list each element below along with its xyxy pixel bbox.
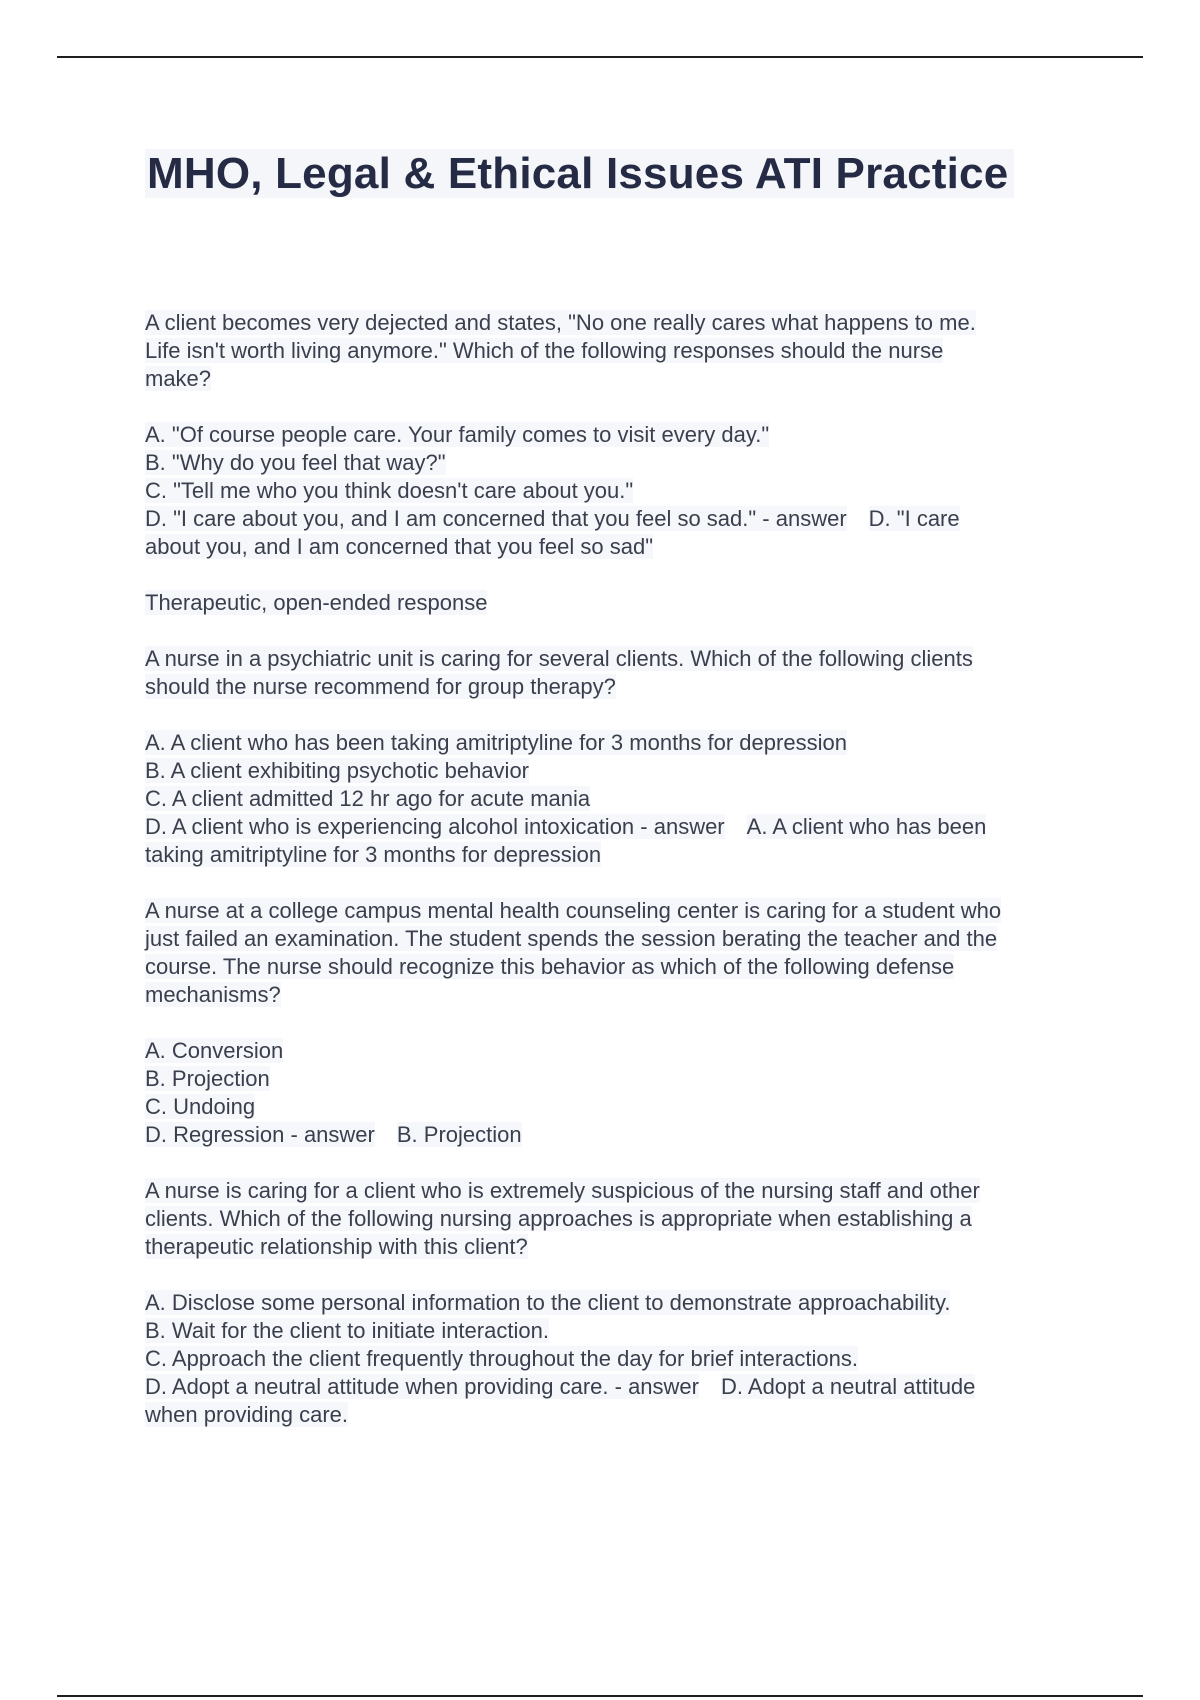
question-4-line-1: A nurse is caring for a client who is extremely suspicious of the nursing staff and other [145, 1178, 980, 1203]
question-3-option-b: B. Projection [145, 1066, 270, 1091]
question-2-option-b: B. A client exhibiting psychotic behavior [145, 758, 530, 783]
question-3-line-3: course. The nurse should recognize this behavior as which of the following defense [145, 954, 955, 979]
question-3-option-a: A. Conversion [145, 1038, 284, 1063]
question-4-text [145, 1177, 1095, 1261]
question-3-line-4: mechanisms? [145, 982, 281, 1007]
question-4-answer: D. Adopt a neutral attitude [721, 1374, 976, 1399]
document-title: MHO, Legal & Ethical Issues ATI Practice [145, 138, 1095, 210]
question-3-option-c: C. Undoing [145, 1094, 256, 1119]
question-4-option-c: C. Approach the client frequently throughout the day for brief interactions. [145, 1346, 858, 1371]
question-1-line-2: Life isn't worth living anymore." Which of the following responses should the nurse [145, 338, 944, 363]
question-2-answer-continued: taking amitriptyline for 3 months for depression [145, 842, 602, 867]
question-1-options [145, 421, 1095, 561]
question-1-option-b: B. "Why do you feel that way?" [145, 450, 446, 475]
document-content [145, 138, 1095, 1457]
question-1-answer: D. "I care [868, 506, 960, 531]
question-2-options [145, 729, 1095, 869]
question-2-option-a: A. A client who has been taking amitriptyline for 3 months for depression [145, 730, 847, 755]
question-2-option-d: D. A client who is experiencing alcohol intoxication - answer [145, 814, 725, 839]
bottom-rule [57, 1695, 1143, 1697]
top-rule [57, 56, 1143, 58]
question-2-line-1: A nurse in a psychiatric unit is caring for several clients. Which of the following clients [145, 646, 973, 671]
question-4-options [145, 1289, 1095, 1429]
question-1-line-3: make? [145, 366, 212, 391]
question-1-text [145, 309, 1095, 393]
question-2-text [145, 645, 1095, 701]
question-1-line-1: A client becomes very dejected and states, "No one really cares what happens to me. [145, 310, 976, 335]
question-4-line-2: clients. Which of the following nursing approaches is appropriate when establishing a [145, 1206, 972, 1231]
question-2-option-c: C. A client admitted 12 hr ago for acute mania [145, 786, 591, 811]
question-1-option-d: D. "I care about you, and I am concerned that you feel so sad." - answer [145, 506, 847, 531]
question-4-option-d: D. Adopt a neutral attitude when providing care. - answer [145, 1374, 699, 1399]
question-4-option-a: A. Disclose some personal information to the client to demonstrate approachability. [145, 1290, 951, 1315]
question-4-option-b: B. Wait for the client to initiate interaction. [145, 1318, 549, 1343]
question-1-rationale: Therapeutic, open-ended response [145, 590, 488, 615]
question-3-text [145, 897, 1095, 1009]
question-1-answer-continued: about you, and I am concerned that you feel so sad" [145, 534, 654, 559]
question-list [145, 309, 1095, 1429]
question-1-option-c: C. "Tell me who you think doesn't care about you." [145, 478, 634, 503]
question-3-option-d: D. Regression - answer [145, 1122, 375, 1147]
question-3-line-2: just failed an examination. The student spends the session berating the teacher and the [145, 926, 998, 951]
question-2-answer: A. A client who has been [746, 814, 987, 839]
question-4-answer-continued: when providing care. [145, 1402, 349, 1427]
question-1-option-a: A. "Of course people care. Your family comes to visit every day." [145, 422, 770, 447]
question-4-line-3: therapeutic relationship with this client? [145, 1234, 528, 1259]
question-2-line-2: should the nurse recommend for group therapy? [145, 674, 616, 699]
question-3-options [145, 1037, 1095, 1149]
question-3-line-1: A nurse at a college campus mental health counseling center is caring for a student who [145, 898, 1002, 923]
question-3-answer: B. Projection [396, 1122, 522, 1147]
